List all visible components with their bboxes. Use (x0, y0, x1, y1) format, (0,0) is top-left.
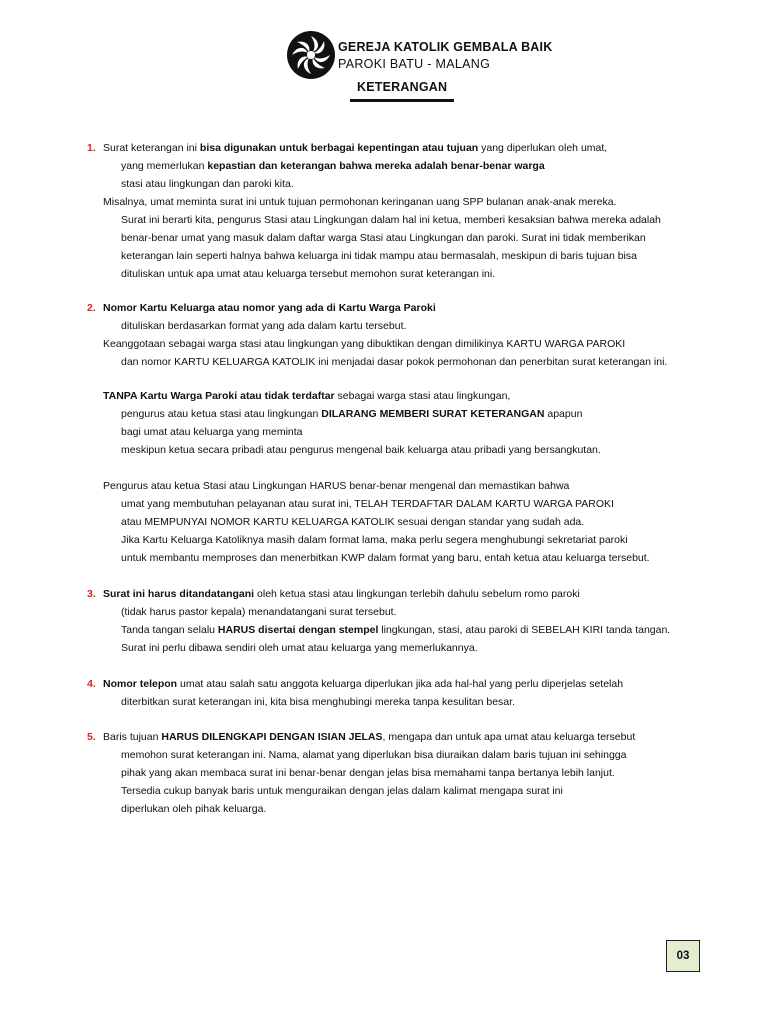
text-run: keterangan lain seperti halnya bahwa keluarga ini tidak mampu atau bermasalah, meskipun di baris tujuan bisa (121, 250, 637, 262)
item-number: 3. (87, 588, 96, 600)
paragraph-line (103, 731, 635, 744)
paragraph-line (121, 606, 397, 619)
text-run: Baris tujuan (103, 731, 162, 743)
bold-text: HARUS disertai dengan stempel (217, 624, 379, 636)
text-run: Tersedia cukup banyak baris untuk menguraikan dengan jelas dalam kalimat mengapa surat ini (121, 785, 563, 797)
paragraph-line (121, 268, 495, 281)
text-run: diperlukan oleh pihak keluarga. (121, 803, 267, 815)
bold-text: bisa digunakan untuk berbagai kepentingan atau tujuan (199, 142, 479, 154)
text-run: memohon surat keterangan ini. Nama, alamat yang diperlukan bisa diuraikan dalam baris tujuan ini sehingga (121, 749, 627, 761)
paragraph-line (103, 302, 436, 315)
text-run: sebagai warga stasi atau lingkungan, (334, 390, 511, 402)
paragraph-line (103, 142, 607, 155)
bold-text: DILARANG MEMBERI SURAT KETERANGAN (321, 408, 545, 420)
paragraph-line (103, 678, 623, 691)
item-number: 4. (87, 678, 96, 690)
item-number: 2. (87, 302, 96, 314)
paragraph-line (121, 232, 646, 245)
title-underline (350, 99, 454, 102)
bold-text: HARUS DILENGKAPI DENGAN ISIAN JELAS (161, 731, 383, 743)
bold-text: Nomor Kartu Keluarga atau nomor yang ada di Kartu Warga Paroki (103, 302, 436, 314)
paragraph-line (121, 516, 584, 529)
paragraph-line (121, 696, 515, 709)
text-run: diterbitkan surat keterangan ini, kita bisa menghubingi mereka tanpa kesulitan besar. (121, 696, 515, 708)
paragraph-line (103, 338, 625, 351)
text-run: , mengapa dan untuk apa umat atau keluarga tersebut (382, 731, 636, 743)
church-logo-icon (286, 30, 336, 80)
paragraph-line (121, 178, 294, 191)
text-run: Surat ini perlu dibawa sendiri oleh umat atau keluarga yang memerlukannya. (121, 642, 478, 654)
paragraph-line (121, 642, 478, 655)
text-run: dituliskan untuk apa umat atau keluarga tersebut memohon surat keterangan ini. (121, 268, 496, 280)
text-run: Jika Kartu Keluarga Katoliknya masih dalam format lama, maka perlu segera menghubungi sekretariat paroki (121, 534, 628, 546)
org-parish: PAROKI BATU - MALANG (338, 57, 491, 71)
paragraph-line (121, 785, 563, 798)
paragraph-line (121, 749, 626, 762)
paragraph-line (121, 320, 406, 333)
text-run: dan nomor KARTU KELUARGA KATOLIK ini menjadai dasar pokok permohonan dan penerbitan surat keterangan ini. (121, 356, 668, 368)
text-run: Tanda tangan selalu (121, 624, 218, 636)
text-run: Surat ini berarti kita, pengurus Stasi atau Lingkungan dalam hal ini ketua, memberi kesaksian bahwa mereka adalah (121, 214, 661, 226)
letterhead (286, 30, 586, 80)
text-run: umat yang membutuhan pelayanan atau surat ini, TELAH TERDAFTAR DALAM KARTU WARGA PAROKI (121, 498, 614, 510)
text-run: untuk membantu memproses dan menerbitkan KWP dalam format yang baru, entah ketua atau keluarga tersebut. (121, 552, 650, 564)
paragraph-line (103, 196, 616, 209)
text-run: lingkungan, stasi, atau paroki di SEBELAH KIRI tanda tangan. (378, 624, 671, 636)
text-run: oleh ketua stasi atau lingkungan terlebih dahulu sebelum romo paroki (254, 588, 580, 600)
text-run: stasi atau lingkungan dan paroki kita. (121, 178, 294, 190)
item-number: 1. (87, 142, 96, 154)
page-title: KETERANGAN (357, 80, 448, 94)
text-run: Pengurus atau ketua Stasi atau Lingkungan HARUS benar-benar mengenal dan memastikan bahwa (103, 480, 570, 492)
bold-text: TANPA Kartu Warga Paroki atau tidak terdaftar (103, 390, 335, 402)
bold-text: Nomor telepon (103, 678, 178, 690)
paragraph-line (121, 444, 601, 457)
text-run: atau MEMPUNYAI NOMOR KARTU KELUARGA KATOLIK sesuai dengan standar yang sudah ada. (121, 516, 585, 528)
paragraph-line (121, 498, 614, 511)
text-run: meskipun ketua secara pribadi atau pengurus mengenal baik keluarga atau pribadi yang bersangkutan. (121, 444, 601, 456)
bold-text: kepastian dan keterangan bahwa mereka adalah benar-benar warga (207, 160, 545, 172)
text-run: benar-benar umat yang masuk dalam daftar warga Stasi atau Lingkungan dan paroki. Surat ini tidak memberikan (121, 232, 646, 244)
paragraph-line (121, 426, 303, 439)
text-run: Misalnya, umat meminta surat ini untuk tujuan permohonan keringanan uang SPP bulanan anak-anak mereka. (103, 196, 617, 208)
text-run: yang memerlukan (121, 160, 208, 172)
paragraph-line (121, 624, 670, 637)
text-run: yang diperlukan oleh umat, (478, 142, 608, 154)
text-run: bagi umat atau keluarga yang meminta (121, 426, 303, 438)
paragraph-line (121, 534, 628, 547)
text-run: pihak yang akan membaca surat ini benar-benar dengan jelas bisa memahami tanpa bertanya lebih lanjut. (121, 767, 615, 779)
item-number: 5. (87, 731, 96, 743)
text-run: Keanggotaan sebagai warga stasi atau lingkungan yang dibuktikan dengan dimilikinya KARTU WARGA PAROKI (103, 338, 626, 350)
paragraph-line (121, 408, 582, 421)
text-run: apapun (544, 408, 583, 420)
paragraph-line (121, 552, 650, 565)
paragraph-line (121, 356, 667, 369)
text-run: (tidak harus pastor kepala) menandatangani surat tersebut. (121, 606, 397, 618)
text-run: pengurus atau ketua stasi atau lingkungan (121, 408, 322, 420)
bold-text: Surat ini harus ditandatangani (103, 588, 255, 600)
text-run: dituliskan berdasarkan format yang ada dalam kartu tersebut. (121, 320, 407, 332)
text-run: umat atau salah satu anggota keluarga diperlukan jika ada hal-hal yang perlu diperjelas setelah (177, 678, 624, 690)
paragraph-line (121, 214, 661, 227)
page-number: 03 (666, 940, 700, 972)
org-name: GEREJA KATOLIK GEMBALA BAIK (338, 40, 553, 54)
paragraph-line (121, 250, 637, 263)
paragraph-line (103, 390, 510, 403)
paragraph-line (103, 480, 569, 493)
paragraph-line (121, 160, 545, 173)
paragraph-line (121, 767, 615, 780)
paragraph-line (103, 588, 580, 601)
paragraph-line (121, 803, 266, 816)
text-run: Surat keterangan ini (103, 142, 200, 154)
